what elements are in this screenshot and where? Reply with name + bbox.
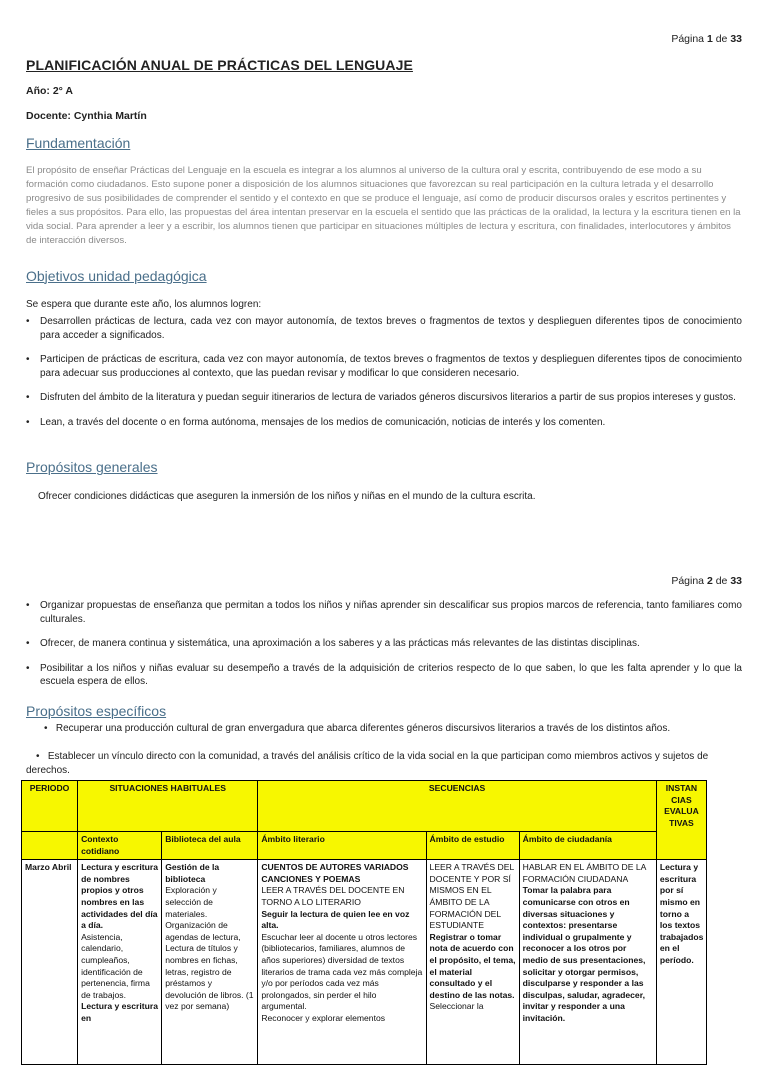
document-title: PLANIFICACIÓN ANUAL DE PRÁCTICAS DEL LENGUAJE — [26, 57, 413, 73]
table-header-row — [22, 781, 707, 832]
bullet-icon: • — [26, 662, 30, 674]
bullet-icon: • — [26, 600, 30, 611]
bullet-icon: • — [26, 316, 30, 327]
teacher-label: Docente: Cynthia Martín — [26, 110, 147, 122]
list-item: • Organizar propuestas de enseñanza que permitan a todos los niños y niñas aprender sin descalificar sus propios marcos de referencia, tanto familiares como culturales. — [26, 600, 742, 625]
cell-contexto: Lectura y escritura de nombres propios y otros nombres en las actividades del día a día. Asistencia, calendario, cumpleaños, identificación de pertenencia, firma de trabajos. Lectura y escritura en — [78, 860, 162, 1065]
header-situaciones: SITUACIONES HABITUALES — [78, 781, 258, 832]
header-periodo: PERIODO — [22, 781, 78, 832]
planning-table — [21, 780, 707, 1065]
bullet-icon: • — [26, 354, 30, 365]
bullet-icon: • — [36, 751, 40, 762]
list-item: • Participen de prácticas de escritura, cada vez con mayor autonomía, de textos breves o fragmentos de textos y desplieguen diferentes tipos de conocimiento para adecuar sus producciones al contexto, que las puedan revisar y modificar lo que consideren necesario. — [26, 354, 742, 379]
objetivos-intro: Se espera que durante este año, los alumnos logren: — [26, 299, 262, 310]
bullet-icon: • — [44, 723, 48, 734]
header-secuencias: SECUENCIAS — [258, 781, 657, 832]
cell-periodo: Marzo Abril — [22, 860, 78, 1065]
year-label: Año: 2° A — [26, 85, 73, 97]
fundamentacion-heading: Fundamentación — [26, 135, 131, 151]
especificos-heading: Propósitos específicos — [26, 703, 167, 719]
cell-biblioteca: Gestión de la biblioteca Exploración y selección de materiales. Organización de agendas de lectura, Lectura de títulos y nombres en fichas, letras, registro de préstamos y devolución de libros. (1 vez por semana) — [162, 860, 258, 1065]
propositos-list — [26, 599, 742, 689]
subheader-estudio: Ámbito de estudio — [426, 832, 519, 860]
subheader-contexto: Contexto cotidiano — [78, 832, 162, 860]
especificos-item-2: • Establecer un vínculo directo con la comunidad, a través del análisis crítico de la vida social en la que participan como miembros activos y sujetos de derechos. — [26, 751, 709, 776]
bullet-icon: • — [26, 392, 30, 403]
bullet-icon: • — [26, 416, 30, 428]
list-item: • Disfruten del ámbito de la literatura y puedan seguir itinerarios de lectura de variados géneros discursivos literarios a partir de sus propios intereses y gustos. — [26, 392, 736, 403]
subheader-empty — [22, 832, 78, 860]
propositos-first: Ofrecer condiciones didácticas que aseguren la inmersión de los niños y niñas en el mundo de la cultura escrita. — [38, 491, 536, 502]
subheader-literario: Ámbito literario — [258, 832, 426, 860]
page-number-1: Página 1 de 33 — [671, 33, 742, 45]
table-row — [22, 860, 707, 1065]
especificos-item-1: • Recuperar una producción cultural de gran envergadura que abarca diferentes géneros discursivos literarios a través de los distintos años. — [44, 723, 671, 734]
list-item: • Posibilitar a los niños y niñas evaluar su desempeño a través de la adquisición de criterios respecto de lo que saben, lo que les falta aprender y lo que la escuela espera de ellos. — [26, 662, 742, 687]
cell-instancias: Lectura y escritura por sí mismo en torno a los textos trabajados en el período. — [656, 860, 706, 1065]
cell-ciudadania: HABLAR EN EL ÁMBITO DE LA FORMACIÓN CIUDADANA Tomar la palabra para comunicarse con otros en diversas situaciones y contextos: presentarse individual o grupalmente y reconocer a los otros por medio de sus presentaciones, solicitar y otorgar permisos, disculparse y responder a las disculpas, saludar, agradecer, invitar y responder a una invitación. — [519, 860, 656, 1065]
bullet-icon: • — [26, 638, 30, 649]
header-instancias: INSTAN CIAS EVALUA TIVAS — [656, 781, 706, 860]
cell-estudio: LEER A TRAVÉS DEL DOCENTE Y POR SÍ MISMOS EN EL ÁMBITO DE LA FORMACIÓN DEL ESTUDIANTE Registrar o tomar nota de acuerdo con el propósito, el tema, el material consultado y el destino de las notas. Seleccionar la — [426, 860, 519, 1065]
fundamentacion-text: El propósito de enseñar Prácticas del Lenguaje en la escuela es integrar a los alumnos al universo de la cultura oral y escrita, contribuyendo de ese modo a su formación como ciudadanos. Esto supone poner a disposición de los alumnos situaciones que favorezcan su real participación en la cultura letrada y el desarrollo progresivo de sus posibilidades de comprender el sentido y el contexto en que se produce el lenguaje, así como de producir discursos orales y escritos pertinentes y fieles a sus propósitos. Para ello, las propuestas del área intentan preservar en la escuela el sentido que las prácticas de la oralidad, la lectura y la escritura tienen en la vida social. Para aprender a leer y a escribir, los alumnos tienen que participar en situaciones múltiples de lectura y escritura, con finalidades, interlocutores y ámbitos de interacción diversos. — [26, 165, 741, 246]
page-number-2: Página 2 de 33 — [671, 575, 742, 587]
cell-literario: CUENTOS DE AUTORES VARIADOS CANCIONES Y POEMAS LEER A TRAVÉS DEL DOCENTE EN TORNO A LO LITERARIO Seguir la lectura de quien lee en voz alta. Escuchar leer al docente u otros lectores (bibliotecarios, familiares, alumnos de años superiores) diversidad de textos literarios de trama cada vez más compleja y/o por períodos cada vez más prolongados, sin perder el hilo argumental. Reconocer y explorar elementos — [258, 860, 426, 1065]
subheader-biblioteca: Biblioteca del aula — [162, 832, 258, 860]
list-item: • Desarrollen prácticas de lectura, cada vez con mayor autonomía, de textos breves o fragmentos de textos y desplieguen diferentes tipos de conocimiento para acceder a significados. — [26, 316, 742, 341]
list-item: • Ofrecer, de manera continua y sistemática, una aproximación a los saberes y a las prácticas más relevantes de las distintas disciplinas. — [26, 638, 640, 649]
table-subheader-row — [22, 832, 707, 860]
list-item: • Lean, a través del docente o en forma autónoma, mensajes de los medios de comunicación, noticias de interés y los comenten. — [26, 416, 606, 428]
objetivos-heading: Objetivos unidad pedagógica — [26, 268, 207, 284]
subheader-ciudadania: Ámbito de ciudadanía — [519, 832, 656, 860]
objetivos-list — [26, 315, 742, 429]
propositos-heading: Propósitos generales — [26, 459, 158, 475]
